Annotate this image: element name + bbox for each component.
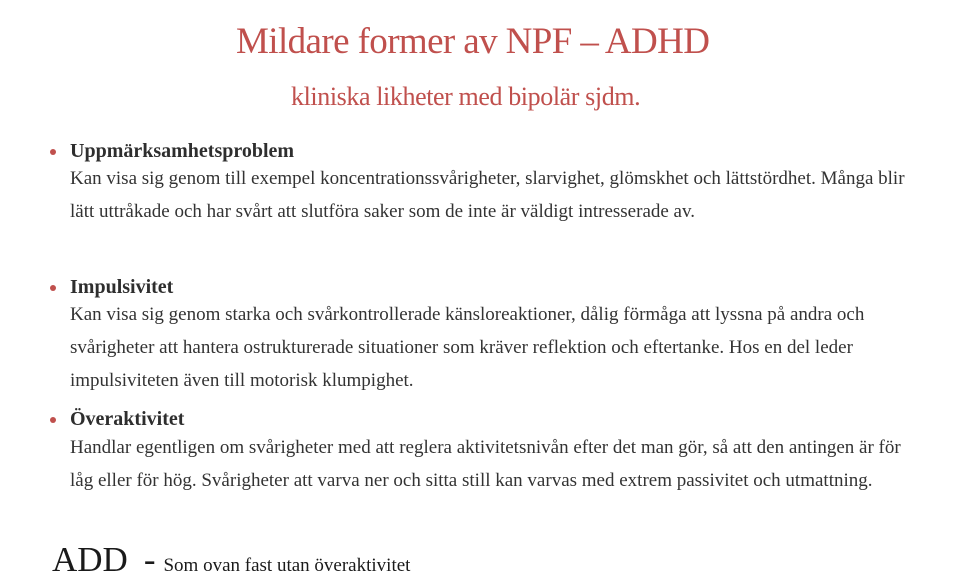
add-dash: -: [143, 540, 156, 579]
section-heading: Impulsivitet: [70, 276, 174, 298]
section-heading: Överaktivitet: [70, 408, 185, 430]
section-heading: Uppmärksamhetsproblem: [70, 140, 295, 162]
bullet-icon: [50, 417, 56, 423]
add-description: Som ovan fast utan överaktivitet: [163, 555, 411, 576]
slide-subtitle: kliniska likheter med bipolär sjdm.: [291, 82, 641, 111]
section-body: Kan visa sig genom till exempel koncentrationssvårigheter, slarvighet, glömskhet och lättstördhet. Många blir lätt uttråkade och har svårt att slutföra saker som de inte är väldigt intresserade av.: [70, 168, 905, 222]
bullet-icon: [50, 285, 56, 291]
section-body: Handlar egentligen om svårigheter med att reglera aktivitetsnivån efter det man gör, så att den antingen är för låg eller för hög. Svårigheter att varva ner och sitta still kan varvas med extrem passivitet och utmattning.: [70, 437, 901, 491]
bullet-icon: [50, 149, 56, 155]
slide-title: Mildare former av NPF – ADHD: [236, 21, 710, 62]
section-body: Kan visa sig genom starka och svårkontrollerade känsloreaktioner, dålig förmåga att lyssna på andra och svårigheter att hantera ostrukturerade situationer som kräver reflektion och eftertanke. Hos en del leder impulsiviteten även till motorisk klumpighet.: [70, 304, 865, 391]
add-label: ADD: [52, 540, 128, 579]
add-footer: [52, 540, 410, 580]
